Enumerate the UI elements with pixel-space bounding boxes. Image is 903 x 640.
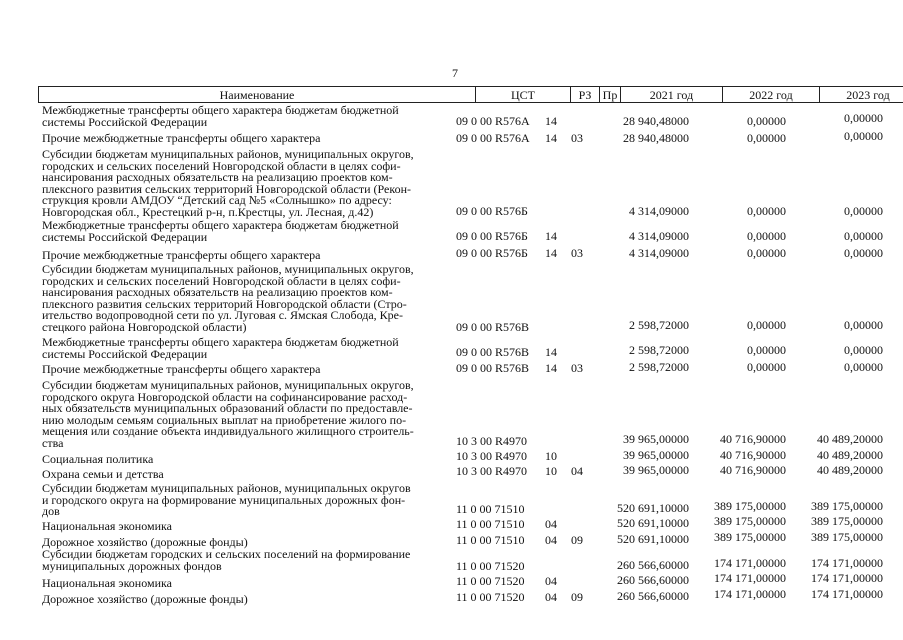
row-cst: 09 0 00 R576В [456, 320, 530, 334]
row-2023: 174 171,00000 [811, 556, 883, 570]
row-2022: 0,00000 [747, 229, 786, 243]
row-rz: 14 [545, 246, 557, 260]
row-name: Субсидии бюджетам муниципальных районов, муниципальных округов, городского округа Новгородской области на софинансирование расход- ных обязательств муниципальных образований области по предоставле- нию молодым семьям социальных выплат на приобретение жилого по- мещения или создание объекта индивидуального жилищного строитель- ства [42, 378, 414, 450]
row-cst: 11 0 00 71520 [456, 574, 525, 588]
row-rz: 04 [545, 533, 557, 547]
row-2021: 28 940,48000 [623, 114, 689, 128]
row-2021: 39 965,00000 [623, 448, 689, 462]
row-2023: 0,00000 [844, 318, 883, 332]
row-2022: 0,00000 [747, 343, 786, 357]
row-2023: 0,00000 [844, 246, 883, 260]
row-2023: 174 171,00000 [811, 571, 883, 585]
row-2021: 2 598,72000 [629, 360, 689, 374]
row-2022: 40 716,90000 [720, 463, 786, 477]
row-2023: 40 489,20000 [817, 463, 883, 477]
row-2022: 174 171,00000 [714, 556, 786, 570]
row-2021: 260 566,60000 [617, 573, 689, 587]
header-name: Наименование [39, 87, 476, 103]
row-2022: 40 716,90000 [720, 432, 786, 446]
row-cst: 11 0 00 71510 [456, 517, 525, 531]
row-name: Субсидии бюджетам муниципальных районов, муниципальных округов, городских и сельских поселений Новгородской области в целях софи- нансирования расходных обязательств на реализацию проектов ком- плексного развития сельских территорий Новгородской области (Рекон- струкция кровли АМДОУ “Детский сад №5 «Солнышко» по адресу: Новгородская обл., Крестецкий р-н, п.Крестцы, ул. Лесная, д.42) [42, 147, 414, 219]
header-cst: ЦСТ [476, 87, 571, 103]
row-2022: 40 716,90000 [720, 448, 786, 462]
row-name: Прочие межбюджетные трансферты общего характера [42, 362, 321, 376]
row-rz: 04 [545, 574, 557, 588]
page-number: 7 [452, 66, 458, 80]
row-name: Дорожное хозяйство (дорожные фонды) [42, 592, 248, 606]
row-pr: 09 [571, 590, 583, 604]
row-2021: 28 940,48000 [623, 131, 689, 145]
row-cst: 09 0 00 R576В [456, 345, 530, 359]
row-2023: 0,00000 [844, 111, 883, 125]
row-2021: 260 566,60000 [617, 589, 689, 603]
row-2021: 260 566,60000 [617, 558, 689, 572]
row-2022: 389 175,00000 [714, 514, 786, 528]
row-2023: 0,00000 [844, 204, 883, 218]
row-2021: 2 598,72000 [629, 343, 689, 357]
row-cst: 09 0 00 R576А [456, 131, 530, 145]
row-name: Национальная экономика [42, 576, 172, 590]
row-rz: 14 [545, 345, 557, 359]
row-rz: 14 [545, 229, 557, 243]
row-2023: 389 175,00000 [811, 499, 883, 513]
row-name: Охрана семьи и детства [42, 467, 164, 481]
row-2023: 389 175,00000 [811, 530, 883, 544]
row-2021: 520 691,10000 [617, 501, 689, 515]
row-2021: 39 965,00000 [623, 463, 689, 477]
row-2022: 0,00000 [747, 204, 786, 218]
row-rz: 04 [545, 517, 557, 531]
row-name: Субсидии бюджетам муниципальных районов, муниципальных округов и городского округа на формирование муниципальных дорожных фон- дов [42, 481, 411, 519]
row-2021: 4 314,09000 [629, 246, 689, 260]
row-pr: 03 [571, 131, 583, 145]
row-name: Субсидии бюджетам муниципальных районов, муниципальных округов, городских и сельских поселений Новгородской области в целях софи- нансирования расходных обязательств на реализацию проектов ком- плексного развития сельских территорий Новгородской области (Стро- ительство водопроводной сети по ул. Луговая с. Ямская Слобода, Кре- стецкого района Новгородской области) [42, 262, 414, 334]
row-2023: 0,00000 [844, 360, 883, 374]
row-2023: 40 489,20000 [817, 432, 883, 446]
row-pr: 03 [571, 361, 583, 375]
row-2021: 520 691,10000 [617, 516, 689, 530]
row-cst: 09 0 00 R576Б [456, 204, 528, 218]
header-2023: 2023 год [820, 87, 903, 103]
row-rz: 14 [545, 114, 557, 128]
row-pr: 04 [571, 464, 583, 478]
row-rz: 10 [545, 449, 557, 463]
row-cst: 09 0 00 R576Б [456, 246, 528, 260]
row-2022: 389 175,00000 [714, 530, 786, 544]
row-name: Прочие межбюджетные трансферты общего характера [42, 248, 321, 262]
row-name: Межбюджетные трансферты общего характера бюджетам бюджетной системы Российской Федерации [42, 335, 399, 361]
row-cst: 10 3 00 R4970 [456, 434, 528, 448]
row-cst: 11 0 00 71520 [456, 559, 525, 573]
row-2023: 389 175,00000 [811, 514, 883, 528]
header-pr: Пр [600, 87, 621, 103]
row-name: Социальная политика [42, 452, 154, 466]
header-2021: 2021 год [621, 87, 723, 103]
row-2023: 0,00000 [844, 343, 883, 357]
row-cst: 11 0 00 71510 [456, 533, 525, 547]
row-rz: 14 [545, 361, 557, 375]
row-2021: 4 314,09000 [629, 229, 689, 243]
row-name: Дорожное хозяйство (дорожные фонды) [42, 535, 248, 549]
row-2023: 0,00000 [844, 129, 883, 143]
row-pr: 03 [571, 246, 583, 260]
header-rz: РЗ [571, 87, 600, 103]
row-cst: 09 0 00 R576В [456, 361, 530, 375]
row-name: Субсидии бюджетам городских и сельских поселений на формирование муниципальных дорожных фондов [42, 547, 411, 573]
row-pr: 09 [571, 533, 583, 547]
row-2021: 39 965,00000 [623, 432, 689, 446]
row-2021: 2 598,72000 [629, 318, 689, 332]
row-2023: 40 489,20000 [817, 448, 883, 462]
row-cst: 11 0 00 71520 [456, 590, 525, 604]
row-name: Межбюджетные трансферты общего характера бюджетам бюджетной системы Российской Федерации [42, 218, 399, 244]
row-cst: 11 0 00 71510 [456, 502, 525, 516]
row-cst: 09 0 00 R576Б [456, 229, 528, 243]
row-2022: 174 171,00000 [714, 571, 786, 585]
row-name: Национальная экономика [42, 519, 172, 533]
row-2021: 520 691,10000 [617, 532, 689, 546]
header-2022: 2022 год [723, 87, 820, 103]
row-2022: 389 175,00000 [714, 499, 786, 513]
row-2022: 0,00000 [747, 131, 786, 145]
row-2022: 0,00000 [747, 360, 786, 374]
row-2022: 0,00000 [747, 114, 786, 128]
row-2022: 0,00000 [747, 318, 786, 332]
row-cst: 10 3 00 R4970 [456, 449, 528, 463]
row-2023: 174 171,00000 [811, 587, 883, 601]
row-name: Межбюджетные трансферты общего характера бюджетам бюджетной системы Российской Федерации [42, 103, 399, 129]
row-rz: 10 [545, 464, 557, 478]
row-2023: 0,00000 [844, 229, 883, 243]
row-rz: 14 [545, 131, 557, 145]
row-rz: 04 [545, 590, 557, 604]
row-2021: 4 314,09000 [629, 204, 689, 218]
row-cst: 10 3 00 R4970 [456, 464, 528, 478]
row-cst: 09 0 00 R576А [456, 114, 530, 128]
row-2022: 174 171,00000 [714, 587, 786, 601]
row-name: Прочие межбюджетные трансферты общего характера [42, 131, 321, 145]
row-2022: 0,00000 [747, 246, 786, 260]
